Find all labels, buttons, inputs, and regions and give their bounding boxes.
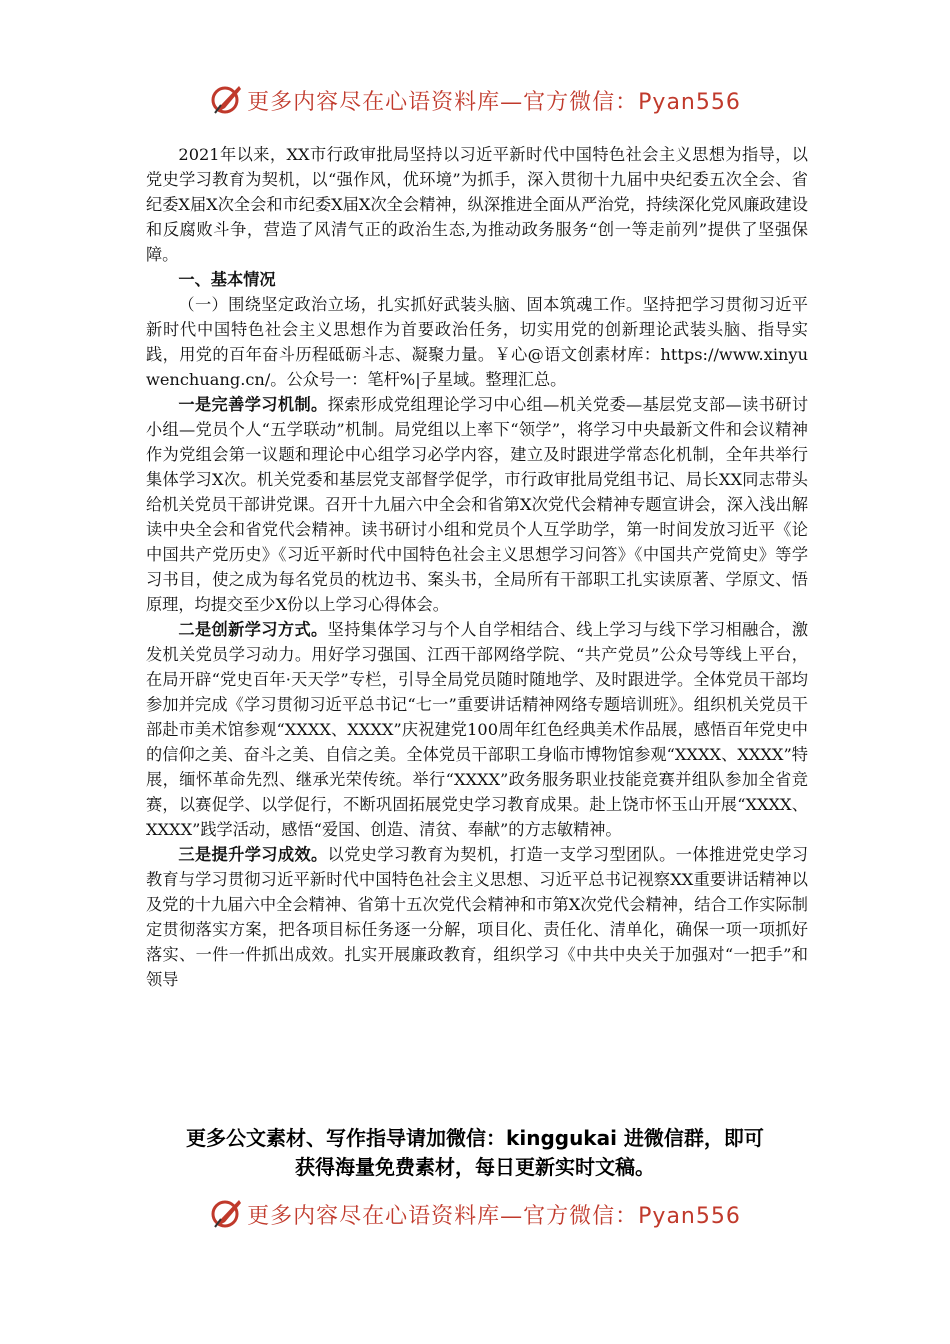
footer-banner (0, 1192, 950, 1236)
point-lead-1: 一是完善学习机制。 (178, 395, 328, 414)
point-lead-3: 三是提升学习成效。 (178, 845, 328, 864)
quill-logo-icon (209, 1197, 243, 1231)
banner-account: Pyan556 (638, 89, 741, 115)
quill-logo-icon (209, 83, 243, 117)
point-lead-2: 二是创新学习方式。 (178, 620, 328, 639)
footer-banner-text: 更多内容尽在心语资料库—官方微信：Pyan556 (247, 1203, 741, 1229)
header-banner (0, 78, 950, 122)
point-paragraph-2 (146, 617, 808, 842)
promo-notice (120, 1124, 830, 1182)
point-body-2: 坚持集体学习与个人自学相结合、线上学习与线下学习相融合，激发机关党员学习动力。用好学习强国、江西干部网络学院、“共产党员”公众号等线上平台，在局开辟“党史百年·天天学”专栏，引导全局党员随时随地学、及时跟进学。全体党员干部均参加并完成《学习贯彻习近平总书记“七一”重要讲话精神网络专题培训班》。组织机关党员干部赴市美术馆参观“XXXX、XXXX”庆祝建党100周年红色经典美术作品展，感悟百年党史中的信仰之美、奋斗之美、自信之美。全体党员干部职工身临市博物馆参观“XXXX、XXXX”特展，缅怀革命先烈、继承光荣传统。举行“XXXX”政务服务职业技能竞赛并组队参加全省竞赛，以赛促学、以学促行，不断巩固拓展党史学习教育成果。赴上饶市怀玉山开展“XXXX、XXXX”践学活动，感悟“爱国、创造、清贫、奉献”的方志敏精神。 (146, 620, 808, 839)
point-paragraph-1 (146, 392, 808, 617)
point-body-1: 探索形成党组理论学习中心组—机关党委—基层党支部—读书研讨小组—党员个人“五学联动”机制。局党组以上率下“领学”，将学习中央最新文件和会议精神作为党组会第一议题和理论中心组学习必学内容，建立及时跟进学常态化机制，全年共举行集体学习X次。机关党委和基层党支部督学促学，市行政审批局党组书记、局长XX同志带头给机关党员干部讲党课。召开十九届六中全会和省第X次党代会精神专题宣讲会，深入浅出解读中央全会和省党代会精神。读书研讨小组和党员个人互学助学，第一时间发放习近平《论中国共产党历史》《习近平新时代中国特色社会主义思想学习问答》《中国共产党简史》等学习书目，使之成为每名党员的枕边书、案头书，全局所有干部职工扎实读原著、学原文、悟原理，均提交至少X份以上学习心得体会。 (146, 395, 808, 614)
banner-text: 更多内容尽在心语资料库—官方微信：Pyan556 (247, 89, 741, 115)
article-body (146, 142, 808, 1115)
intro-paragraph: 2021年以来，XX市行政审批局坚持以习近平新时代中国特色社会主义思想为指导，以党史学习教育为契机，以“强作风，优环境”为抓手，深入贯彻十九届中央纪委五次全会、省纪委X届X次全会和市纪委X届X次全会精神，纵深推进全面从严治党，持续深化党风廉政建设和反腐败斗争，营造了风清气正的政治生态,为推动政务服务“创一等走前列”提供了坚强保障。 (146, 145, 808, 264)
point-paragraph-3 (146, 842, 808, 992)
section-heading: 一、基本情况 (178, 270, 276, 289)
footer-banner-account: Pyan556 (638, 1203, 741, 1229)
point-body-3: 以党史学习教育为契机，打造一支学习型团队。一体推进党史学习教育与学习贯彻习近平新时代中国特色社会主义思想、习近平总书记视察XX重要讲话精神以及党的十九届六中全会精神、省第十五次党代会精神和市第X次党代会精神，结合工作实际制定贯彻落实方案，把各项目标任务逐一分解，项目化、责任化、清单化，确保一项一项抓好落实、一件一件抓出成效。扎实开展廉政教育，组织学习《中共中央关于加强对“一把手”和领导 (146, 845, 808, 989)
promo-line-1: 更多公文素材、写作指导请加微信：kinggukai 进微信群，即可 (186, 1126, 764, 1150)
subsection-paragraph: （一）围绕坚定政治立场，扎实抓好武装头脑、固本筑魂工作。坚持把学习贯彻习近平新时代中国特色社会主义思想作为首要政治任务，切实用党的创新理论武装头脑、指导实践，用党的百年奋斗历程砥砺斗志、凝聚力量。￥心@语文创素材库：https://www.xinyuwenchuang.cn/。公众号一：笔杆%|子星域。整理汇总。 (146, 295, 808, 389)
promo-line-2: 获得海量免费素材，每日更新实时文稿。 (295, 1155, 655, 1179)
